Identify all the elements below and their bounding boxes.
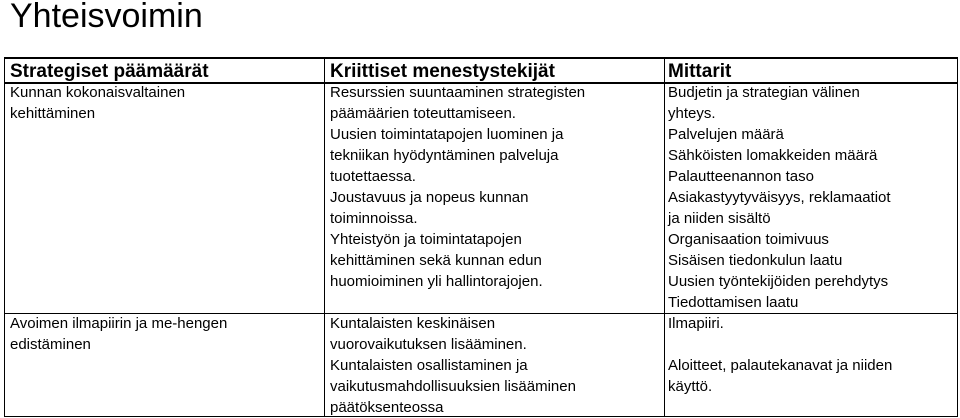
table-right-border bbox=[957, 57, 958, 417]
factor-line: vaikutusmahdollisuuksien lisääminen bbox=[330, 378, 576, 395]
factor-line: Joustavuus ja nopeus kunnan bbox=[330, 189, 529, 206]
factor-3 bbox=[330, 187, 528, 229]
factor-line: Yhteistyön ja toimintatapojen bbox=[330, 231, 522, 248]
measure-line: Palautteenannon taso bbox=[668, 168, 814, 185]
factor-line: Resurssien suuntaaminen strategisten bbox=[330, 84, 586, 101]
goal-1 bbox=[10, 82, 185, 124]
measure-line: Palvelujen määrä bbox=[668, 126, 784, 143]
factor-4 bbox=[330, 229, 543, 292]
header-critical-success-factors: Kriittiset menestystekijät bbox=[330, 61, 555, 82]
measure-line: Sisäisen tiedonkulun laatu bbox=[668, 252, 843, 269]
measure-line: ja niiden sisältö bbox=[668, 210, 771, 227]
measure-1 bbox=[668, 82, 860, 124]
measure-3 bbox=[668, 187, 891, 229]
column-divider-1 bbox=[324, 57, 325, 417]
measure-4 bbox=[668, 229, 888, 313]
factor-line: tekniikan hyödyntäminen palveluja bbox=[330, 147, 559, 164]
column-divider-2 bbox=[664, 57, 665, 417]
measure-5 bbox=[668, 313, 724, 334]
goal-1-line: Kunnan kokonaisvaltainen bbox=[10, 84, 186, 101]
page-title: Yhteisvoimin bbox=[10, 0, 203, 35]
measure-line: Tiedottamisen laatu bbox=[668, 294, 799, 311]
factor-6 bbox=[330, 355, 576, 418]
measure-line: yhteys. bbox=[668, 105, 716, 122]
goal-2-line: edistäminen bbox=[10, 336, 91, 353]
header-strategic-goals: Strategiset päämäärät bbox=[10, 61, 209, 82]
factor-line: toiminnoissa. bbox=[330, 210, 418, 227]
table-left-border bbox=[4, 57, 5, 417]
measure-line: Aloitteet, palautekanavat ja niiden bbox=[668, 357, 893, 374]
measure-6 bbox=[668, 355, 892, 397]
factor-2 bbox=[330, 124, 563, 187]
measure-line: Asiakastyytyväisyys, reklamaatiot bbox=[668, 189, 891, 206]
factor-line: Kuntalaisten keskinäisen bbox=[330, 315, 496, 332]
factor-line: Uusien toimintatapojen luominen ja bbox=[330, 126, 564, 143]
measure-line: Budjetin ja strategian välinen bbox=[668, 84, 860, 101]
factor-line: päätöksenteossa bbox=[330, 399, 444, 416]
header-measures: Mittarit bbox=[668, 61, 732, 82]
goal-2-line: Avoimen ilmapiirin ja me-hengen bbox=[10, 315, 228, 332]
measure-line: Sähköisten lomakkeiden määrä bbox=[668, 147, 878, 164]
factor-5 bbox=[330, 313, 527, 355]
goal-1-line: kehittäminen bbox=[10, 105, 96, 122]
factor-line: vuorovaikutuksen lisääminen. bbox=[330, 336, 527, 353]
factor-line: kehittäminen sekä kunnan edun bbox=[330, 252, 542, 269]
measure-line: Organisaation toimivuus bbox=[668, 231, 829, 248]
measure-line: Ilmapiiri. bbox=[668, 315, 724, 332]
factor-line: päämäärien toteuttamiseen. bbox=[330, 105, 516, 122]
factor-line: huomioiminen yli hallintorajojen. bbox=[330, 273, 543, 290]
table-top-border bbox=[4, 57, 958, 59]
measure-2 bbox=[668, 124, 877, 187]
goal-2 bbox=[10, 313, 227, 355]
factor-line: tuotettaessa. bbox=[330, 168, 416, 185]
factor-1 bbox=[330, 82, 585, 124]
measure-line: Uusien työntekijöiden perehdytys bbox=[668, 273, 889, 290]
measure-line: käyttö. bbox=[668, 378, 713, 395]
factor-line: Kuntalaisten osallistaminen ja bbox=[330, 357, 528, 374]
